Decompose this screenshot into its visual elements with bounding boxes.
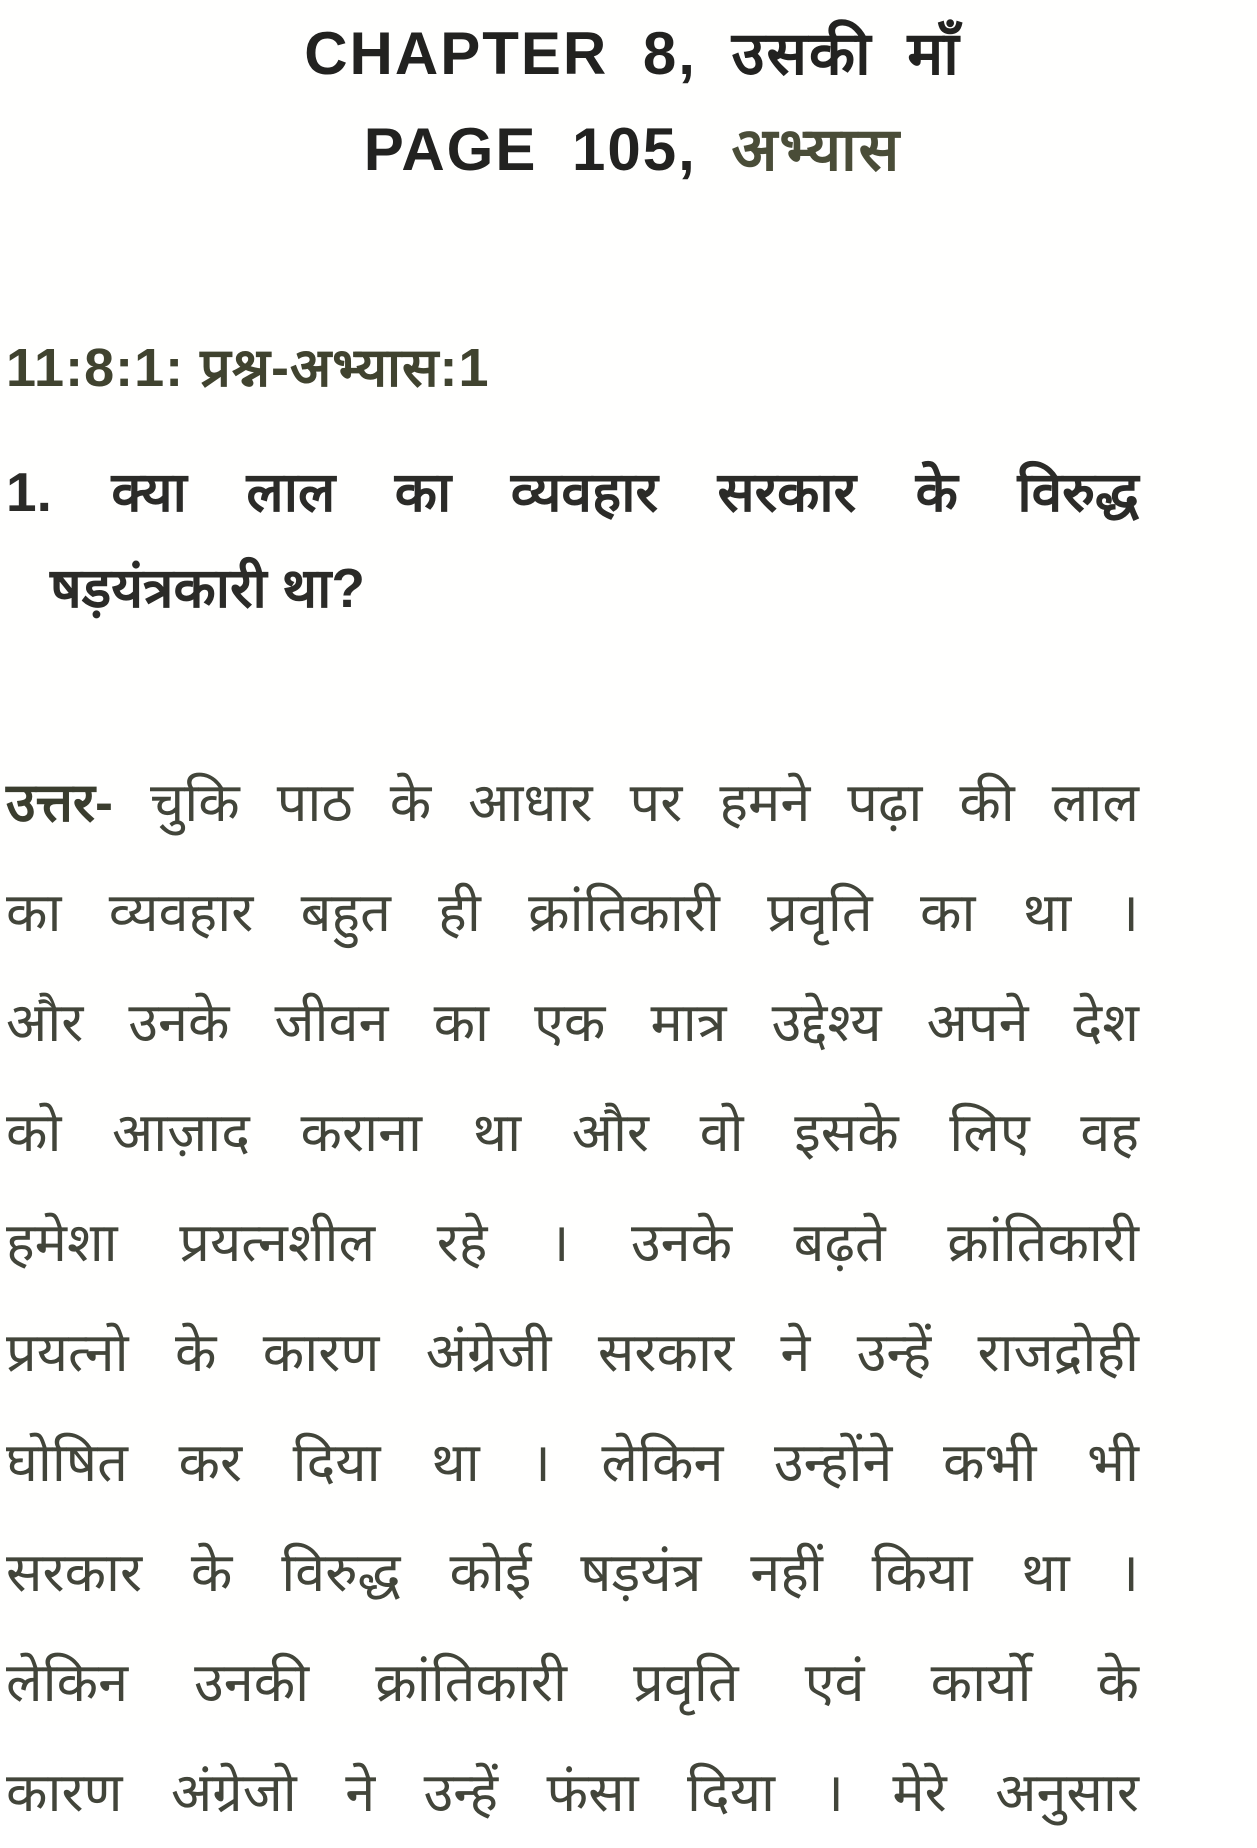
chapter-title-hindi: उसकी माँ [731,20,961,87]
answer-line: और उनके जीवन का एक मात्र उद्देश्य अपने देश [6,993,1139,1053]
question-block [6,444,1139,636]
answer-line: हमेशा प्रयत्नशील रहे । उनके बढ़ते क्रांतिकारी [6,1213,1139,1273]
answer-line-text: चुकि पाठ के आधार पर हमने पढ़ा की लाल [149,773,1139,833]
chapter-title [66,6,1199,102]
answer-line: का व्यवहार बहुत ही क्रांतिकारी प्रवृति का था । [6,883,1139,943]
answer-line: सरकार के विरुद्ध कोई षड़यंत्र नहीं किया था । [6,1543,1139,1603]
answer-line: को आज़ाद कराना था और वो इसके लिए वह [6,1103,1139,1163]
section-heading: 11:8:1: प्रश्न-अभ्यास:1 [6,338,490,398]
question-line-1: 1. क्या लाल का व्यवहार सरकार के विरुद्ध [6,461,1139,523]
page-subtitle [66,102,1199,198]
answer-line: कारण अंग्रेजो ने उन्हें फंसा दिया । मेरे अनुसार [6,1763,1139,1823]
chapter-title-latin: CHAPTER 8, [304,20,697,87]
answer-line [6,748,1139,858]
question-line-2: षड़यंत्रकारी था? [50,557,365,619]
answer-line: प्रयत्नो के कारण अंग्रेजी सरकार ने उन्हें राजद्रोही [6,1323,1139,1383]
chapter-title-block [66,6,1199,198]
answer-line: लेकिन उनकी क्रांतिकारी प्रवृति एवं कार्यो के [6,1653,1139,1713]
page-subtitle-hindi: अभ्यास [731,116,902,183]
answer-paragraph [6,748,1139,1848]
page-subtitle-latin: PAGE 105, [363,116,697,183]
answer-label: उत्तर- [6,773,113,833]
answer-line: घोषित कर दिया था । लेकिन उन्होंने कभी भी [6,1433,1139,1493]
